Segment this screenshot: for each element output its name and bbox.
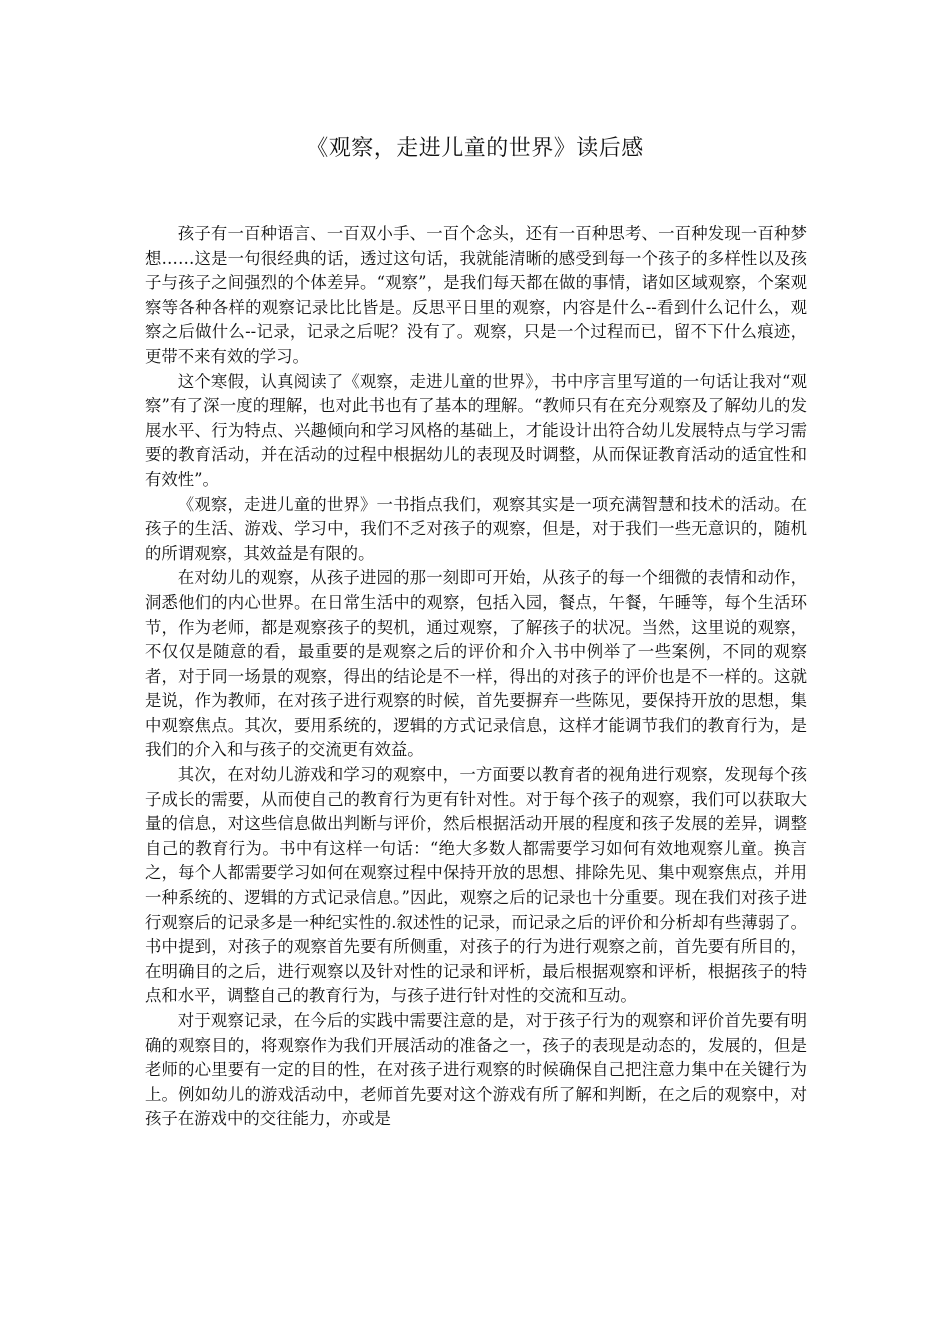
paragraph: 这个寒假，认真阅读了《观察，走进儿童的世界》，书中序言里写道的一句话让我对“观察”有了深一度的理解，也对此书也有了基本的理解。“教师只有在充分观察及了解幼儿的发展水平、行为特点、兴趣倾向和学习风格的基础上，才能设计出符合幼儿发展特点与学习需要的教育活动，并在活动的过程中根据幼儿的表现及时调整，从而保证教育活动的适宜性和有效性”。 bbox=[145, 371, 807, 489]
paragraph: 在对幼儿的观察，从孩子进园的那一刻即可开始，从孩子的每一个细微的表情和动作，洞悉他们的内心世界。在日常生活中的观察，包括入园，餐点，午餐，午睡等，每个生活环节，作为老师，都是观察孩子的契机，通过观察，了解孩子的状况。当然，这里说的观察，不仅仅是随意的看，最重要的是观察之后的评价和介入书中例举了一些案例，不同的观察者，对于同一场景的观察，得出的结论是不一样，得出的对孩子的评价也是不一样的。这就是说，作为教师，在对孩子进行观察的时候，首先要摒弃一些陈见，要保持开放的思想，集中观察焦点。其次，要用系统的，逻辑的方式记录信息，这样才能调节我们的教育行为，是我们的介入和与孩子的交流更有效益。 bbox=[145, 568, 807, 760]
document-title: 《观察，走进儿童的世界》读后感 bbox=[306, 136, 644, 161]
paragraph: 《观察，走进儿童的世界》一书指点我们，观察其实是一项充满智慧和技术的活动。在孩子的生活、游戏、学习中，我们不乏对孩子的观察，但是，对于我们一些无意识的，随机的所谓观察，其效益是有限的。 bbox=[145, 494, 807, 563]
paragraph: 其次，在对幼儿游戏和学习的观察中，一方面要以教育者的视角进行观察，发现每个孩子成长的需要，从而使自己的教育行为更有针对性。对于每个孩子的观察，我们可以获取大量的信息，对这些信息做出判断与评价，然后根据活动开展的程度和孩子发展的差异，调整自己的教育行为。书中有这样一句话：“绝大多数人都需要学习如何有效地观察儿童。换言之，每个人都需要学习如何在观察过程中保持开放的思想、排除先见、集中观察焦点，并用一种系统的、逻辑的方式记录信息。”因此，观察之后的记录也十分重要。现在我们对孩子进行观察后的记录多是一种纪实性的.叙述性的记录，而记录之后的评价和分析却有些薄弱了。书中提到，对孩子的观察首先要有所侧重，对孩子的行为进行观察之前，首先要有所目的，在明确目的之后，进行观察以及针对性的记录和评析，最后根据观察和评析，根据孩子的特点和水平，调整自己的教育行为，与孩子进行针对性的交流和互动。 bbox=[145, 765, 807, 1006]
paragraph: 孩子有一百种语言、一百双小手、一百个念头，还有一百种思考、一百种发现一百种梦想……这是一句很经典的话，透过这句话，我就能清晰的感受到每一个孩子的多样性以及孩子与孩子之间强烈的个体差异。“观察”，是我们每天都在做的事情，诸如区域观察，个案观察等各种各样的观察记录比比皆是。反思平日里的观察，内容是什么--看到什么记什么，观察之后做什么--记录，记录之后呢？没有了。观察，只是一个过程而已，留不下什么痕迹，更带不来有效的学习。 bbox=[145, 224, 807, 366]
paragraph: 对于观察记录，在今后的实践中需要注意的是，对于孩子行为的观察和评价首先要有明确的观察目的，将观察作为我们开展活动的准备之一，孩子的表现是动态的，发展的，但是老师的心里要有一定的目的性，在对孩子进行观察的时候确保自己把注意力集中在关键行为上。例如幼儿的游戏活动中，老师首先要对这个游戏有所了解和判断，在之后的观察中，对孩子在游戏中的交往能力，亦或是 bbox=[145, 1011, 807, 1129]
document-body bbox=[145, 222, 807, 1132]
